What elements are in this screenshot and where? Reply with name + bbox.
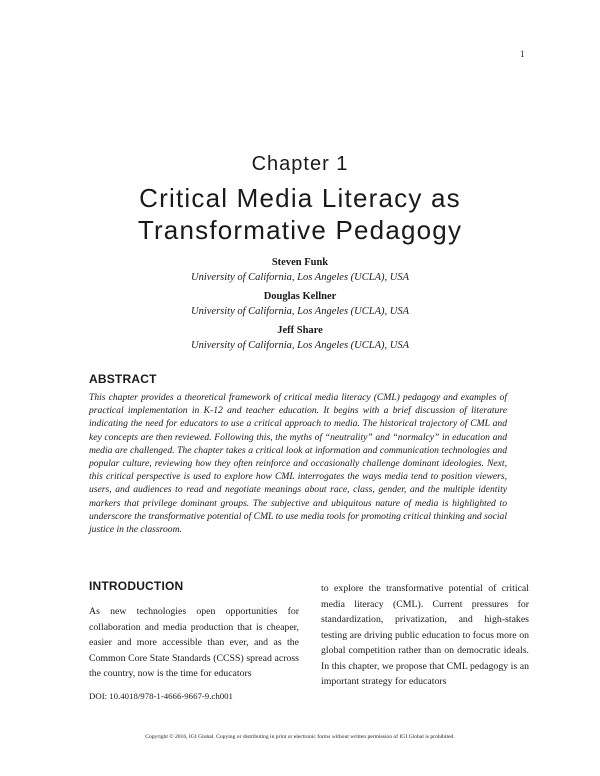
author-affiliation: University of California, Los Angeles (UCLA), USA [191,340,409,351]
chapter-title-line-2: Transformative Pedagogy [137,215,463,245]
author-name: Steven Funk [271,257,329,268]
abstract-text: This chapter provides a theoretical framework of critical media literacy (CML) pedagogy and examples of practical implementation in K-12 and teacher education. It begins with a brief discussion of literature indicating the need for educators to use a critical approach to media. The historical trajectory of CML and key concepts are then reviewed. Following this, the myths of “neutrality” and “normalcy” in education and media are challenged. The chapter takes a critical look at information and communication technologies and popular culture, reviewing how they often reinforce and occasionally challenge dominant ideologies. Next, this critical perspective is used to explore how CML interrogates the ways media tend to position viewers, users, and audiences to read and negotiate meanings about race, class, gender, and the multiple identity markers that privilege dominant groups. The subjective and ubiquitous nature of media is highlighted to underscore the transformative potential of CML to use media tools for promoting critical thinking and social justice in the classroom. [89,392,507,536]
abstract-heading: ABSTRACT [89,372,157,386]
author-block [0,323,600,353]
author-affiliation: University of California, Los Angeles (UCLA), USA [191,306,409,317]
author-block [0,289,600,319]
copyright-footer: Copyright © 2016, IGI Global. Copying or distributing in print or electronic forms without written permission of IGI Global is prohibited. [145,734,455,740]
introduction-left-column: As new technologies open opportunities for collaboration and media production that is cheaper, easier and more accessible than ever, and as the Common Core State Standards (CCSS) spread across the country, now is the time for educators [89,606,299,679]
chapter-title-line-1: Critical Media Literacy as [139,183,461,213]
chapter-label: Chapter 1 [251,153,349,175]
introduction-right-column: to explore the transformative potential of critical media literacy (CML). Current pressures for standardization, privatization, and high-stakes testing are driving public education to focus more on global competition rather than on democratic ideals. In this chapter, we propose that CML pedagogy is an important strategy for educators [321,583,529,687]
page-number: 1 [520,49,525,59]
author-affiliation: University of California, Los Angeles (UCLA), USA [191,272,409,283]
author-block [0,255,600,285]
doi-line: DOI: 10.4018/978-1-4666-9667-9.ch001 [89,691,233,701]
author-name: Douglas Kellner [263,291,337,302]
chapter-title [0,182,600,246]
author-name: Jeff Share [277,325,323,336]
introduction-heading: INTRODUCTION [89,579,184,593]
